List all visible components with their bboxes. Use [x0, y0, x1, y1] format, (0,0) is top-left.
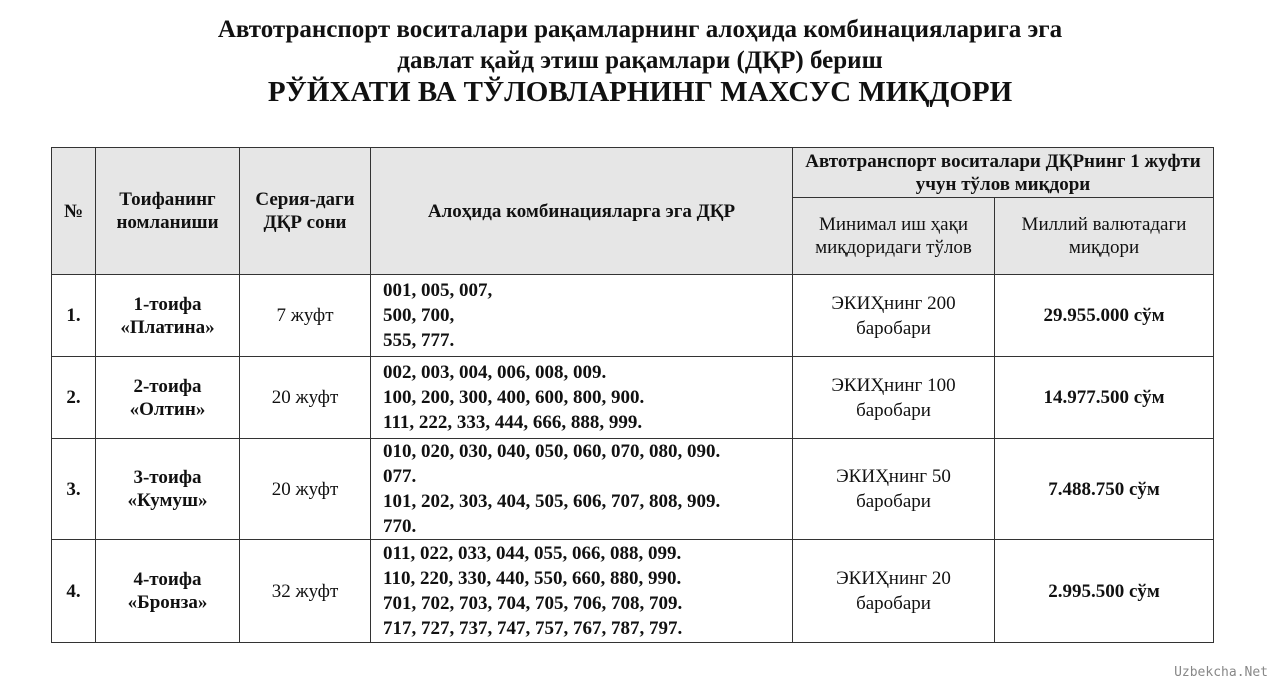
category-label: 1-тоифа [133, 293, 202, 315]
payment-table [51, 147, 1214, 643]
table-row [52, 357, 1214, 439]
combinations-cell [371, 357, 793, 439]
combination-line: 010, 020, 030, 040, 050, 060, 070, 080, 090. [383, 441, 721, 462]
category-grade: «Кумуш» [127, 490, 208, 511]
category-name [96, 439, 240, 540]
min-wage-multiplier: ЭКИҲнинг 100 [831, 374, 956, 396]
category-name [96, 540, 240, 643]
row-number: 1. [52, 275, 96, 357]
header-national-currency: Миллий валютадаги миқдори [995, 198, 1214, 275]
combination-line: 555, 777. [383, 330, 455, 351]
min-wage-suffix: баробари [856, 491, 931, 512]
combination-line: 002, 003, 004, 006, 008, 009. [383, 362, 607, 383]
category-label: 3-тоифа [133, 467, 202, 488]
combination-line: 500, 700, [383, 305, 455, 326]
category-label: 2-тоифа [133, 375, 202, 397]
table-row [52, 275, 1214, 357]
combinations-cell [371, 439, 793, 540]
combination-line: 100, 200, 300, 400, 600, 800, 900. [383, 387, 645, 408]
pair-count: 20 жуфт [240, 439, 371, 540]
category-label: 4-тоифа [133, 569, 202, 590]
category-grade: «Бронза» [127, 592, 208, 613]
min-wage-suffix: баробари [856, 317, 931, 339]
header-category: Тоифанинг номланиши [96, 148, 240, 275]
combination-line: 101, 202, 303, 404, 505, 606, 707, 808, 909. [383, 491, 721, 512]
min-wage-suffix: баробари [856, 399, 931, 421]
min-wage-multiplier: ЭКИҲнинг 200 [831, 292, 956, 314]
header-number: № [52, 148, 96, 275]
document-title [0, 14, 1280, 108]
header-payment-group: Автотранспорт воситалари ДҚРнинг 1 жуфти учун тўлов миқдори [793, 148, 1214, 198]
combination-line: 001, 005, 007, [383, 280, 493, 301]
payment-amount: 14.977.500 сўм [995, 357, 1214, 439]
combination-line: 111, 222, 333, 444, 666, 888, 999. [383, 412, 643, 433]
pair-count: 20 жуфт [240, 357, 371, 439]
payment-amount: 2.995.500 сўм [995, 540, 1214, 643]
pair-count: 7 жуфт [240, 275, 371, 357]
min-wage-equivalent [793, 275, 995, 357]
row-number: 4. [52, 540, 96, 643]
min-wage-suffix: баробари [856, 593, 931, 614]
combinations-cell [371, 275, 793, 357]
combinations-cell [371, 540, 793, 643]
payment-amount: 7.488.750 сўм [995, 439, 1214, 540]
min-wage-multiplier: ЭКИҲнинг 20 [836, 568, 951, 589]
min-wage-equivalent [793, 439, 995, 540]
table-row [52, 540, 1214, 643]
table-row [52, 439, 1214, 540]
category-name [96, 275, 240, 357]
combination-line: 110, 220, 330, 440, 550, 660, 880, 990. [383, 568, 682, 589]
row-number: 2. [52, 357, 96, 439]
title-line-3: РЎЙХАТИ ВА ТЎЛОВЛАРНИНГ МАХСУС МИҚДОРИ [267, 76, 1013, 108]
header-combinations: Алоҳида комбинацияларга эга ДҚР [371, 148, 793, 275]
min-wage-equivalent [793, 357, 995, 439]
row-number: 3. [52, 439, 96, 540]
payment-amount: 29.955.000 сўм [995, 275, 1214, 357]
category-grade: «Платина» [120, 316, 215, 338]
category-name [96, 357, 240, 439]
combination-line: 701, 702, 703, 704, 705, 706, 708, 709. [383, 593, 683, 614]
combination-line: 011, 022, 033, 044, 055, 066, 088, 099. [383, 543, 682, 564]
pair-count: 32 жуфт [240, 540, 371, 643]
min-wage-multiplier: ЭКИҲнинг 50 [836, 466, 951, 487]
combination-line: 770. [383, 516, 417, 537]
watermark: Uzbekcha.Net [1174, 665, 1268, 680]
min-wage-equivalent [793, 540, 995, 643]
title-line-2: давлат қайд этиш рақамлари (ДҚР) бериш [397, 47, 883, 74]
title-line-1: Автотранспорт воситалари рақамларнинг алоҳида комбинацияларига эга [217, 16, 1063, 43]
combination-line: 717, 727, 737, 747, 757, 767, 787, 797. [383, 618, 683, 639]
header-series-count: Серия-даги ДҚР сони [240, 148, 371, 275]
category-grade: «Олтин» [129, 398, 206, 420]
combination-line: 077. [383, 466, 417, 487]
header-min-wage-payment: Минимал иш ҳақи миқдоридаги тўлов [793, 198, 995, 275]
